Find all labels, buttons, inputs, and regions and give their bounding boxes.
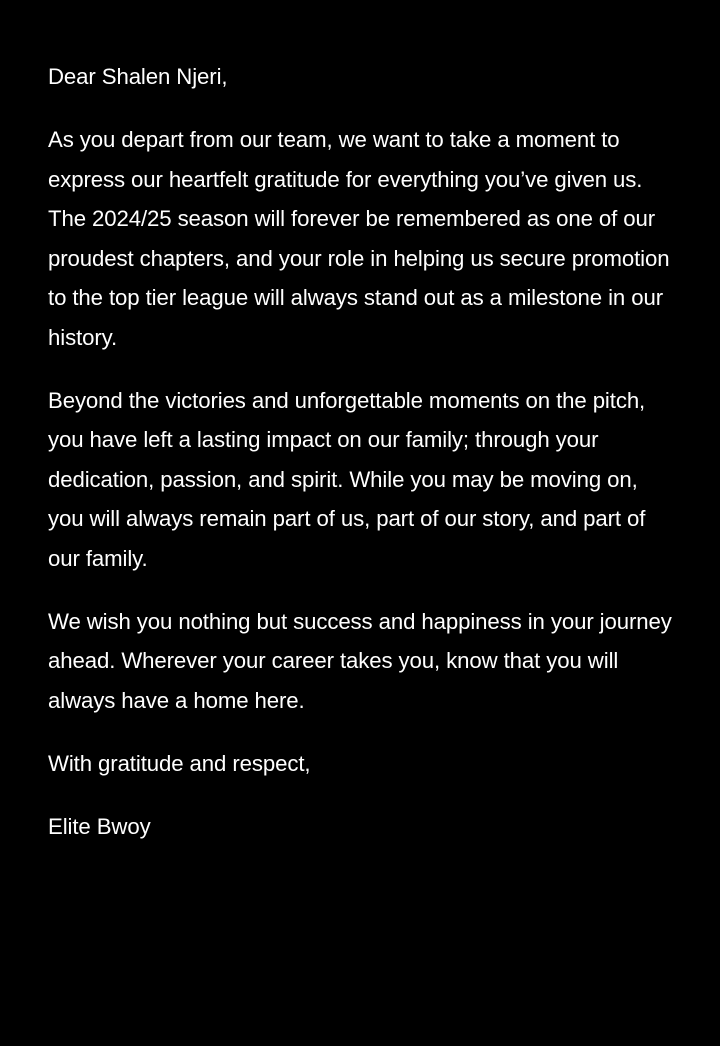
- paragraph-well-wishes: We wish you nothing but success and happiness in your journey ahead. Wherever your career takes you, know that you will always have a home here.: [48, 608, 672, 713]
- salutation: Dear Shalen Njeri,: [48, 64, 228, 89]
- signature: Elite Bwoy: [48, 813, 151, 839]
- letter-body: [48, 57, 678, 870]
- closing-line: With gratitude and respect,: [48, 750, 311, 776]
- paragraph-lasting-impact: Beyond the victories and unforgettable moments on the pitch, you have left a lasting impact on our family; through your dedication, passion, and spirit. While you may be moving on, you will always remain part of us, part of our story, and part of our family.: [48, 387, 646, 571]
- paragraph-departure-gratitude: As you depart from our team, we want to take a moment to express our heartfelt gratitude for everything you’ve given us. The 2024/25 season will forever be remembered as one of our proudest chapters, and your role in helping us secure promotion to the top tier league will always stand out as a milestone in our history.: [48, 127, 670, 350]
